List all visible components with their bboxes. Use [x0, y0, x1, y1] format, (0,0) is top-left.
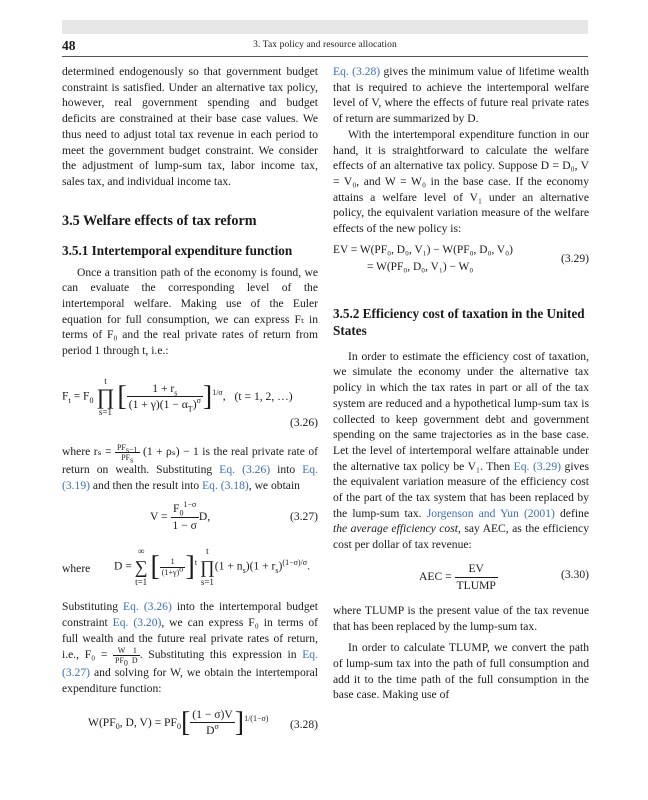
ref-eq-3-20[interactable]: Eq. (3.20)	[112, 615, 162, 629]
eq326-condition: (t = 1, 2, …)	[234, 389, 293, 403]
eq327-number: (3.27)	[289, 510, 318, 524]
equation-3-26: $F_t = F_0$ t ∏ s=1 [ $\frac{1 + r_s}{(1 + \gamma)(1 - \alpha_T)^\sigma}$ ]$^{1/\sigma}$, (t = 1, 2, …) (3.26)	[62, 375, 318, 429]
ref-eq-3-27[interactable]: Eq. (3.27)	[62, 648, 318, 680]
subsection-title-351: 3.5.1 Intertemporal expenditure function	[62, 242, 293, 258]
equation-3-30	[333, 559, 589, 597]
right-paragraph-5: In order to calculate TLUMP, we convert the path of lump-sum tax into the path of full consumption and add it to the time path of the full consumption in the base case. Making use of	[333, 641, 589, 702]
eq330-lhs: AEC =	[419, 569, 452, 583]
right-column	[333, 64, 589, 703]
left-paragraph-1: determined endogenously so that government budget constraint is satisfied. Under an alternative tax policy, however, real government spending and budget deficits are constrained at their base case values. We thus need to adjust total tax revenue in each period to meet the government budget constraint. We consider the adjustment of lump-sum tax, labor income tax, sales tax, and individual income tax.	[62, 65, 318, 188]
right-paragraph-3: In order to estimate the efficiency cost of taxation, we simulate the economy under the alternative tax policy in which the tax rates in part or all of the tax system are reduced and a hypothetical lump-sum tax is collected to keep government debt and government spending on the same trajectories as in the base case. Let the level of intertemporal welfare attainable under the alternative tax policy be V₁. Then Eq. (3.29) gives the equivalent variation measure of the efficiency cost of the part of the tax system that has been replaced by the lump-sum tax. Jorgenson and Yun (2001) define the average efficiency cost, say AEC, as the efficiency cost per dollar of tax revenue:	[333, 349, 589, 552]
right-paragraph-4: where TLUMP is the present value of the tax revenue that has been replaced by the lump-sum tax.	[333, 603, 589, 633]
ref-eq-3-29[interactable]: Eq. (3.29)	[513, 459, 561, 473]
left-where-rs: where rₛ = $\frac{PF_{s-1}}{PF_s}$ (1 + ρₛ) − 1 is the real private rate of return on wealth. Substituting Eq. (3.26) into Eq. (3.19) and then the result into Eq. (3.18), we obtain	[62, 442, 318, 492]
equation-3-28: $W(PF_0$, D, $V) = PF_0$[ $\frac{(1 - \sigma)V}{D^\sigma}$ ]$^{1/(1-\sigma)}$ (3.28)	[88, 706, 318, 738]
left-column	[62, 64, 318, 751]
left-paragraph-3: Substituting Eq. (3.26) into the intertemporal budget constraint Eq. (3.20), we can express F₀ in terms of full wealth and the future real private rates of return, i.e., F₀ = $\frac{W}{PF_0}$ $\frac{1}{D}$ . Substituting this expression in Eq. (3.27) and solving for W, we obtain the intertemporal expenditure function:	[62, 600, 318, 696]
eq330-numerator: EV	[455, 561, 498, 578]
ref-eq-3-18[interactable]: Eq. (3.18)	[202, 478, 249, 492]
equation-d-definition: where D = ∞ ∑ t=1 [ $\frac{1}{(1+\gamma)^\sigma}$ ]$^t$ t ∏ $s=1(1 + n_s)(1 + r_s)^{(1-\sigma)/\sigma}$.	[62, 546, 311, 588]
eq329-number: (3.29)	[560, 251, 589, 265]
ref-eq-3-28[interactable]: Eq. (3.28)	[333, 65, 381, 78]
where-label: where	[62, 562, 91, 576]
section-title: 3.5 Welfare effects of tax reform	[62, 212, 257, 229]
equation-3-29	[333, 243, 589, 279]
ref-jorgenson-yun-2001[interactable]: Jorgenson and Yun (2001)	[426, 506, 555, 520]
eq329-line-1: EV = W(PF₀, D₀, V₁) − W(PF₀, D₀, V₀)	[333, 243, 513, 256]
running-title: 3. Tax policy and resource allocation	[253, 40, 397, 50]
page-header	[62, 38, 588, 57]
eq326-number: (3.26)	[289, 415, 318, 429]
eq330-denominator: TLUMP	[456, 578, 496, 592]
right-paragraph-2: With the intertemporal expenditure function in our hand, it is straightforward to calculate the welfare effects of an alternative tax policy. Suppose D = D₀, V = V₀, and W = W₀ in the base case. If the economy attains a welfare level of V₁ under an alternative policy, the equivalent variation measure of the welfare effects of the new policy is:	[333, 127, 589, 236]
left-paragraph-2: Once a transition path of the economy is found, we can evaluate the corresponding level of the intertemporal welfare. Making use of the Euler equation for full consumption, we can express Fₜ in terms of F₀ and the real private rates of return from period 1 through t, i.e.:	[62, 265, 318, 358]
eq329-line-2: = W(PF₀, D₀, V₁) − W₀	[367, 260, 474, 273]
right-paragraph-1: Eq. (3.28) gives the minimum value of lifetime wealth that is required to achieve the intertemporal welfare level of V, where the effects of future real private rates of return are summarized by D.	[333, 65, 589, 126]
ref-eq-3-26-b[interactable]: Eq. (3.26)	[123, 600, 172, 614]
ref-eq-3-26[interactable]: Eq. (3.26)	[219, 462, 271, 476]
page-number: 48	[62, 38, 76, 53]
eq330-number: (3.30)	[560, 567, 589, 581]
subsection-title-352: 3.5.2 Efficiency cost of taxation in the United States	[333, 305, 585, 338]
ref-eq-3-19[interactable]: Eq. (3.19)	[62, 462, 318, 492]
top-gray-bar	[62, 20, 588, 34]
eq328-number: (3.28)	[289, 717, 318, 731]
equation-3-27: V = $\frac{F_0^{1-\sigma}}{1 - \sigma}$ D, (3.27)	[150, 500, 318, 532]
